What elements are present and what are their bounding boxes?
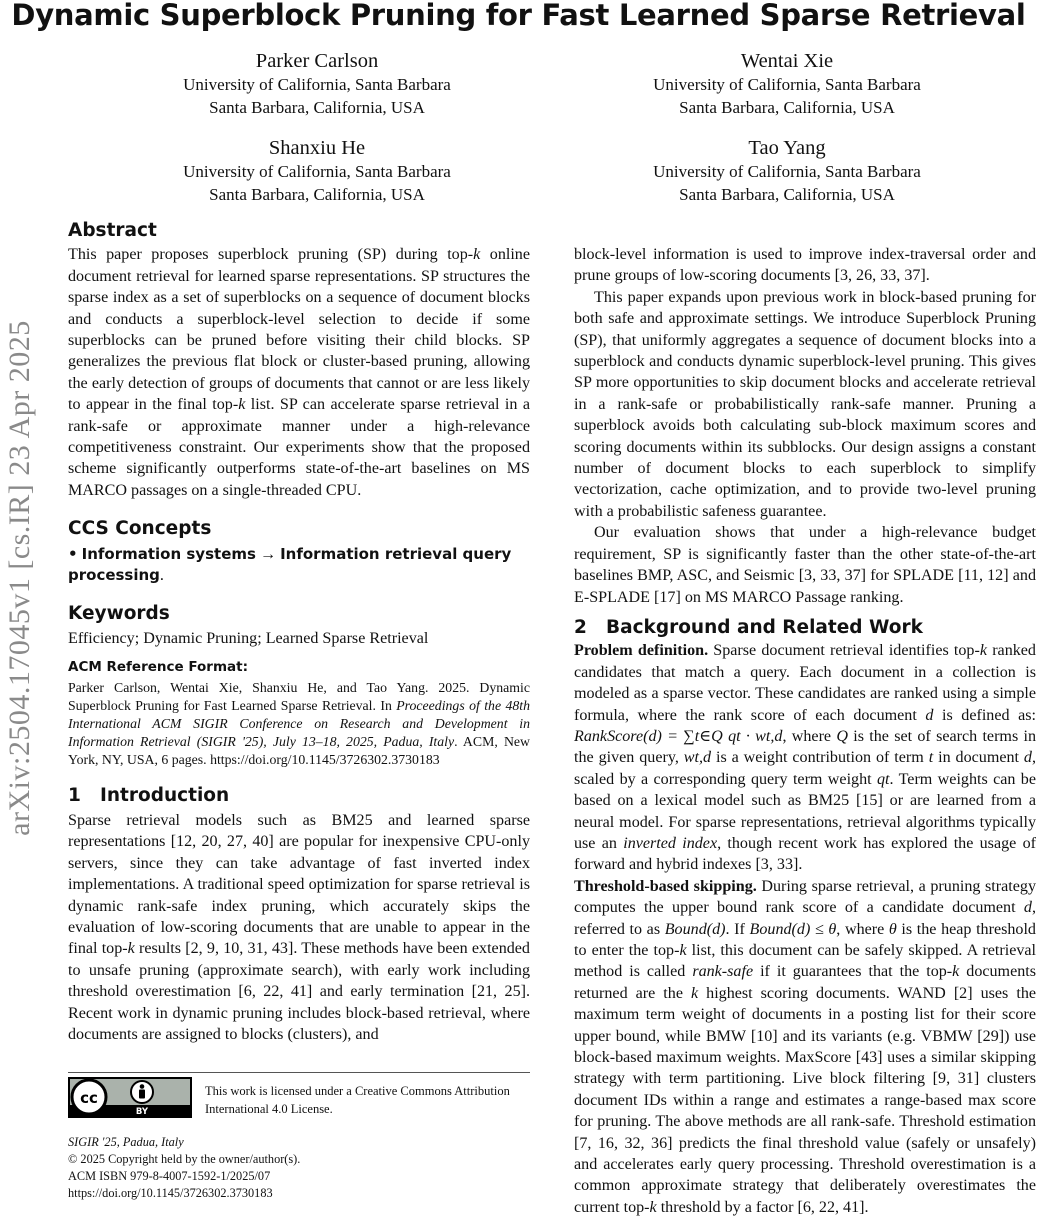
by-label: BY (135, 1107, 149, 1117)
abstract-text: This paper proposes superblock pruning (SP) during top-k online document retrieval for learned sparse representations. SP structures the sparse index as a set of superblocks on a sequence of document blocks and conducts a superblock-level selection to decide if some superblocks can be pruned before visiting their child blocks. SP generalizes the previous flat block or cluster-based pruning, allowing the early detection of groups of documents that cannot or are less likely to appear in the final top-k list. SP can accelerate sparse retrieval in a rank-safe or approximate manner under a high-relevance competitiveness constraint. Our experiments show that the proposed scheme significantly outperforms state-of-the-art baselines on MS MARCO passages on a single-threaded CPU. (68, 246, 530, 499)
arxiv-stamp (0, 258, 40, 898)
keywords-text: Efficiency; Dynamic Pruning; Learned Sparse Retrieval (68, 629, 429, 647)
cc-by-logo (68, 1077, 192, 1118)
author-location: Santa Barbara, California, USA (209, 97, 425, 117)
intro-paragraph-2: This paper expands upon previous work in block-based pruning for both safe and approximate settings. We introduce Superblock Pruning (SP), that uniformly aggregates a sequence of document blocks into a superblock and conducts dynamic superblock-level pruning. This gives SP more opportunities to skip document blocks and accelerate retrieval in a rank-safe or probabilistically rank-safe manner. Pruning a superblock avoids both calculating sub-block maximum scores and scoring documents within its subblocks. Our design assigns a constant number of document blocks to each superblock to simplify vectorization, cache optimization, and to provide two-level pruning with a probabilistic safeness guarantee. (574, 288, 1036, 520)
footer (68, 1134, 538, 1202)
acm-reference (68, 658, 530, 769)
author-name: Wentai Xie (740, 50, 834, 72)
keywords-heading: Keywords (68, 602, 170, 624)
cc-label: cc (80, 1089, 98, 1107)
intro-paragraph-3: Our evaluation shows that under a high-relevance budget requirement, SP is significantly faster than the other state-of-the-art baselines BMP, ASC, and Seismic [3, 33, 37] for SPLADE [11, 12] and E-SPLADE [17] on MS MARCO Passage ranking. (574, 524, 1036, 606)
author-name: Tao Yang (748, 137, 826, 159)
cc-by-icon (68, 1077, 192, 1118)
author-name: Parker Carlson (255, 50, 379, 72)
right-column (574, 244, 1036, 1218)
author-affiliation: University of California, Santa Barbara (653, 162, 921, 181)
license-text: This work is licensed under a Creative Commons Attribution International 4.0 License. (205, 1084, 510, 1116)
arxiv-stamp-text: arXiv:2504.17045v1 [cs.IR] 23 Apr 2025 (3, 320, 36, 836)
introduction-heading: 1 Introduction (68, 784, 230, 806)
footer-isbn: ACM ISBN 979-8-4007-1592-1/2025/07 (68, 1169, 271, 1183)
author-block (167, 48, 467, 119)
author-location: Santa Barbara, California, USA (679, 184, 895, 204)
problem-definition-paragraph: Problem definition. Sparse document retrieval identifies top-k ranked candidates that match a query. Each document in a collection is modeled as a sparse vector. These candidates are ranked using a simple formula, where the rank score of each document d is defined as: RankScore(d) = ∑t∈Q qt · wt,d, where Q is the set of search terms in the given query, wt,d is a weight contribution of term t in document d, scaled by a corresponding query term weight qt. Term weights can be based on a lexical model such as BM25 [15] or are learned from a neural model. For sparse representations, retrieval algorithms typically use an inverted index, though recent work has explored the usage of forward and hybrid indexes [3, 33]. (574, 642, 1037, 874)
ccs-heading: CCS Concepts (68, 518, 212, 540)
threshold-skipping-paragraph: Threshold-based skipping. During sparse retrieval, a pruning strategy computes the upper bound rank score of a candidate document d, referred to as Bound(d). If Bound(d) ≤ θ, where θ is the heap threshold to enter the top-k list, this document can be safely skipped. A retrieval method is called rank-safe if it guarantees that the top-k documents returned are the k highest scoring documents. WAND [2] uses the maximum term weight of documents in a posting list for their score upper bound, while BMW [10] and its variants (e.g. VBMW [29]) use block-based maximum weights. MaxScore [43] uses a similar skipping strategy with term partitioning. Live block filtering [9, 31] clusters document IDs within a range and estimates a range-based max score for pruning. The above methods are all rank-safe. Threshold estimation [7, 16, 32, 36] predicts the final threshold value (safely or unsafely) and accelerates early query processing. Threshold overestimation is a common approximate strategy that deliberately overestimates the current top-k threshold by a factor [6, 22, 41]. (574, 877, 1037, 1216)
author-affiliation: University of California, Santa Barbara (183, 75, 451, 94)
author-affiliation: University of California, Santa Barbara (183, 162, 451, 181)
footer-copyright: © 2025 Copyright held by the owner/author(s). (68, 1152, 301, 1166)
abstract-heading: Abstract (68, 220, 157, 241)
intro-continued-text: block-level information is used to improve index-traversal order and prune groups of low-scoring documents [3, 26, 33, 37]. (574, 246, 1036, 285)
left-column (68, 220, 530, 1045)
author-block (167, 135, 467, 206)
author-location: Santa Barbara, California, USA (679, 97, 895, 117)
author-affiliation: University of California, Santa Barbara (653, 75, 921, 94)
author-block (637, 135, 937, 206)
footer-doi: https://doi.org/10.1145/3726302.3730183 (68, 1186, 273, 1200)
footnote-divider (68, 1072, 530, 1073)
ccs-concepts: • Information systems → Information retrieval query processing. (68, 544, 512, 585)
acm-reference-heading: ACM Reference Format: (68, 659, 248, 676)
author-location: Santa Barbara, California, USA (209, 184, 425, 204)
introduction-text: Sparse retrieval models such as BM25 and learned sparse representations [12, 20, 27, 40] are popular for inexpensive CPU-only servers, since they can take advantage of fast inverted index implementations. A traditional speed optimization for sparse retrieval is dynamic rank-safe index pruning, which accurately skips the evaluation of low-scoring documents that are unable to appear in the final top-k results [2, 9, 10, 31, 43]. These methods have been extended to unsafe pruning (approximate search), with early work including threshold overestimation [6, 22, 41] and early termination [21, 25]. Recent work in dynamic pruning includes block-based retrieval, where documents are assigned to blocks (clusters), and (68, 811, 530, 1043)
footer-venue: SIGIR '25, Padua, Italy (68, 1135, 184, 1149)
background-heading: 2 Background and Related Work (574, 616, 923, 638)
paper-title: Dynamic Superblock Pruning for Fast Learned Sparse Retrieval (11, 0, 1026, 32)
acm-reference-text: Parker Carlson, Wentai Xie, Shanxiu He, and Tao Yang. 2025. Dynamic Superblock Pruning for Fast Learned Sparse Retrieval. In Proceedings of the 48th International ACM SIGIR Conference on Research and Development in Information Retrieval (SIGIR '25), July 13–18, 2025, Padua, Italy. ACM, New York, NY, USA, 6 pages. https://doi.org/10.1145/3726302.3730183 (68, 679, 530, 768)
author-name: Shanxiu He (268, 137, 366, 159)
author-block (637, 48, 937, 119)
